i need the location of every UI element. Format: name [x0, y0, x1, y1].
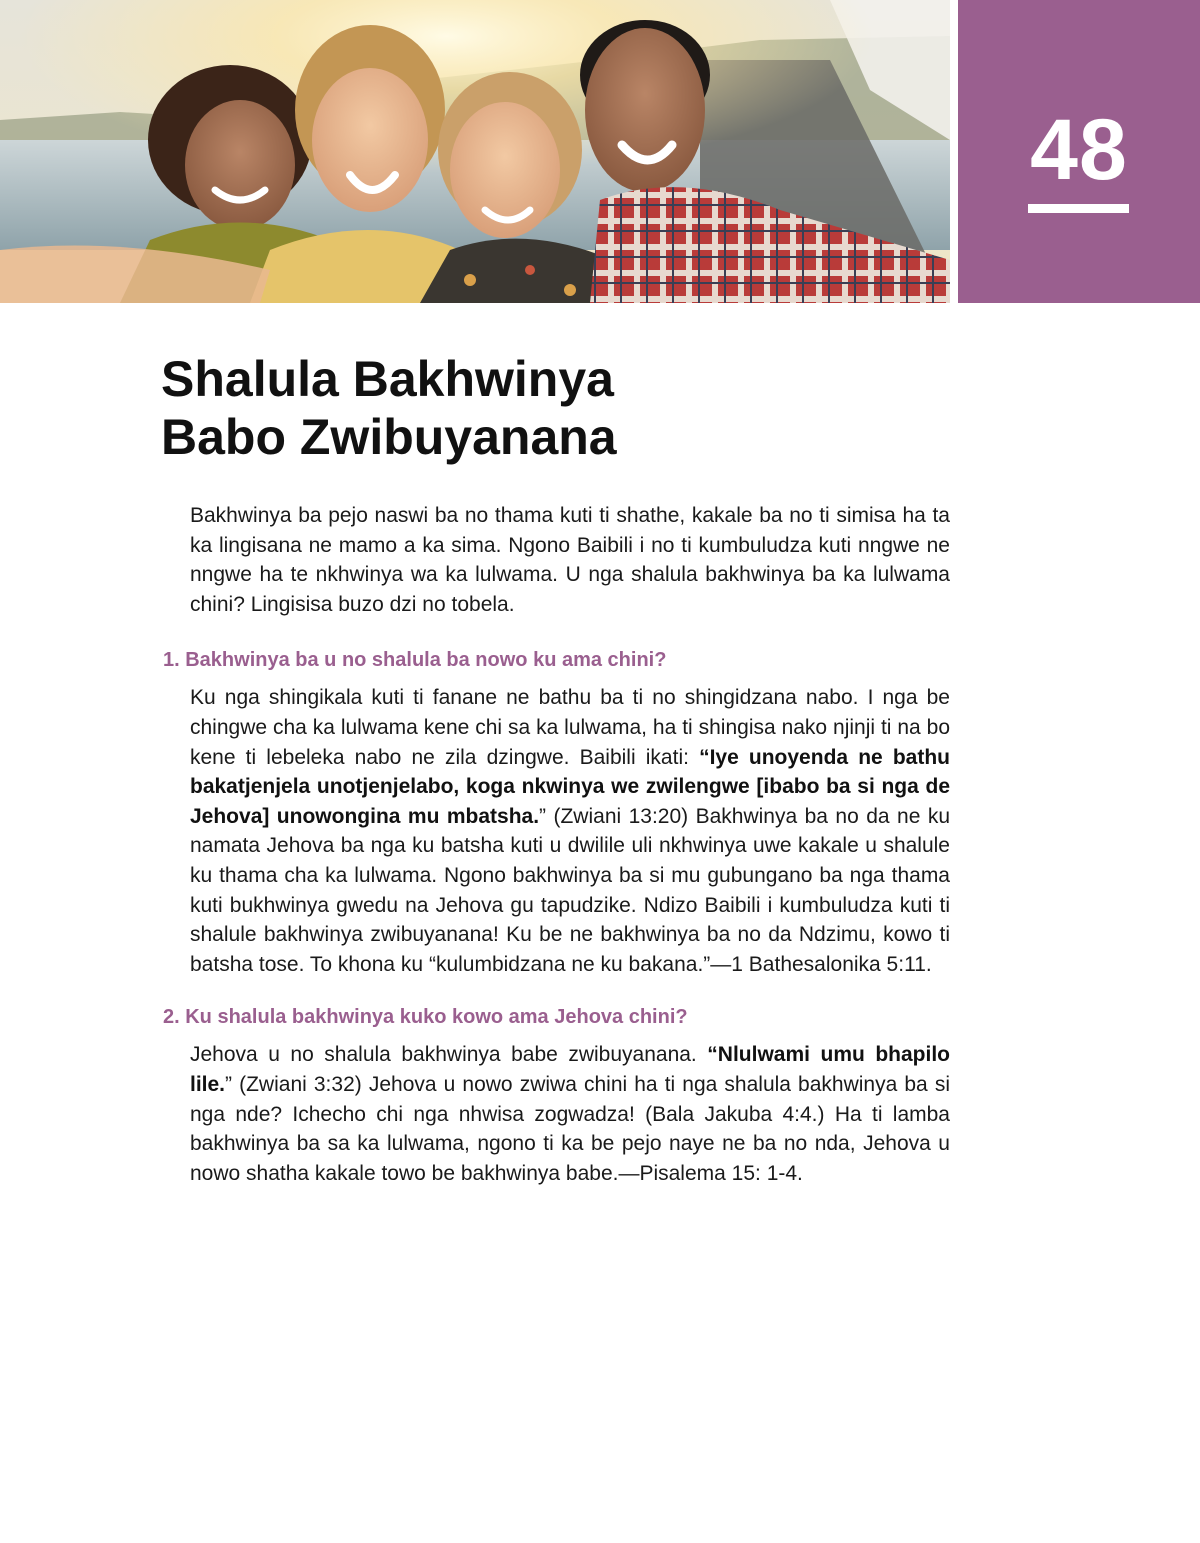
lesson-content	[163, 501, 950, 1188]
header-photo	[0, 0, 950, 303]
page-title-line-1: Shalula Bakhwinya	[161, 351, 614, 407]
answer-1-bible-quote: “Iye unoyenda ne bathu bakatjenjela unotjenjelabo, koga nkwinya we zwilengwe [ibabo ba si nga de Jehova] unowongina mu mbatsha.	[190, 745, 950, 828]
answer-2-bible-quote: “Nlulwami umu bhapilo lile.	[190, 1043, 950, 1096]
group-selfie-photo	[0, 0, 950, 303]
question-2-answer	[190, 1040, 950, 1188]
answer-1-text-before-quote: Ku nga shingikala kuti ti fanane ne bathu ba ti no shingidzana nabo. I nga be chingwe cha ka lulwama kene chi sa ka lulwama, ha ti shingisa nako njinji ti na bo kene ti lebeleka nabo ne zila dzingwe. Baibili ikati:	[190, 686, 950, 769]
answer-2-text-before-quote: Jehova u no shalula bakhwinya babe zwibuyanana.	[190, 1043, 708, 1067]
answer-1-text-after-quote: ” (Zwiani 13:20) Bakhwinya ba no da ne ku namata Jehova ba nga ku batsha kuti u dwilile uli nkhwinya uwe kakale u shalule ku thama cha ka lulwama. Ngono bakhwinya ba si mu gubungano ba nga thama kuti bukhwinya gwedu na Jehova gu tapudzike. Ndizo Baibili i kumbuludza kuti ti shalule bakhwinya zwibuyanana! Ku be ne bakhwinya ba no da Ndzimu, kowo ti batsha tose. To khona ku “kulumbidzana ne ku bakana.”—1 Bathesalonika 5:11.	[190, 804, 951, 976]
lesson-number-tab	[958, 0, 1200, 303]
intro-paragraph: Bakhwinya ba pejo naswi ba no thama kuti ti shathe, kakale ba no ti simisa ha ta ka lingisana ne mamo a ka sima. Ngono Baibili i no ti kumbuludza kuti nngwe ne nngwe ha te nkhwinya wa ka lulwama. U nga shalula bakhwinya ba ka lulwama chini? Lingisisa buzo dzi no tobela.	[190, 504, 950, 616]
answer-2-text-after-quote: ” (Zwiani 3:32) Jehova u nowo zwiwa chini ha ti nga shalula bakhwinya ba si nga nde? Ichecho chi nga nhwisa zogwadza! (Bala Jakuba 4:4.) Ha ti lamba bakhwinya ba sa ka lulwama, ngono ti ka be pejo naye ne ba no nda, Jehova u nowo shatha kakale towo be bakhwinya babe.—Pisalema 15: 1-4.	[190, 1072, 950, 1185]
lesson-number: 48	[1030, 102, 1128, 198]
page-title	[161, 350, 861, 466]
question-1-heading: 1. Bakhwinya ba u no shalula ba nowo ku ama chini?	[163, 649, 667, 672]
question-1-answer	[190, 683, 950, 979]
question-2-heading: 2. Ku shalula bakhwinya kuko kowo ama Jehova chini?	[163, 1006, 688, 1029]
page-title-line-2: Babo Zwibuyanana	[161, 409, 617, 465]
lesson-number-underline	[1028, 204, 1129, 213]
